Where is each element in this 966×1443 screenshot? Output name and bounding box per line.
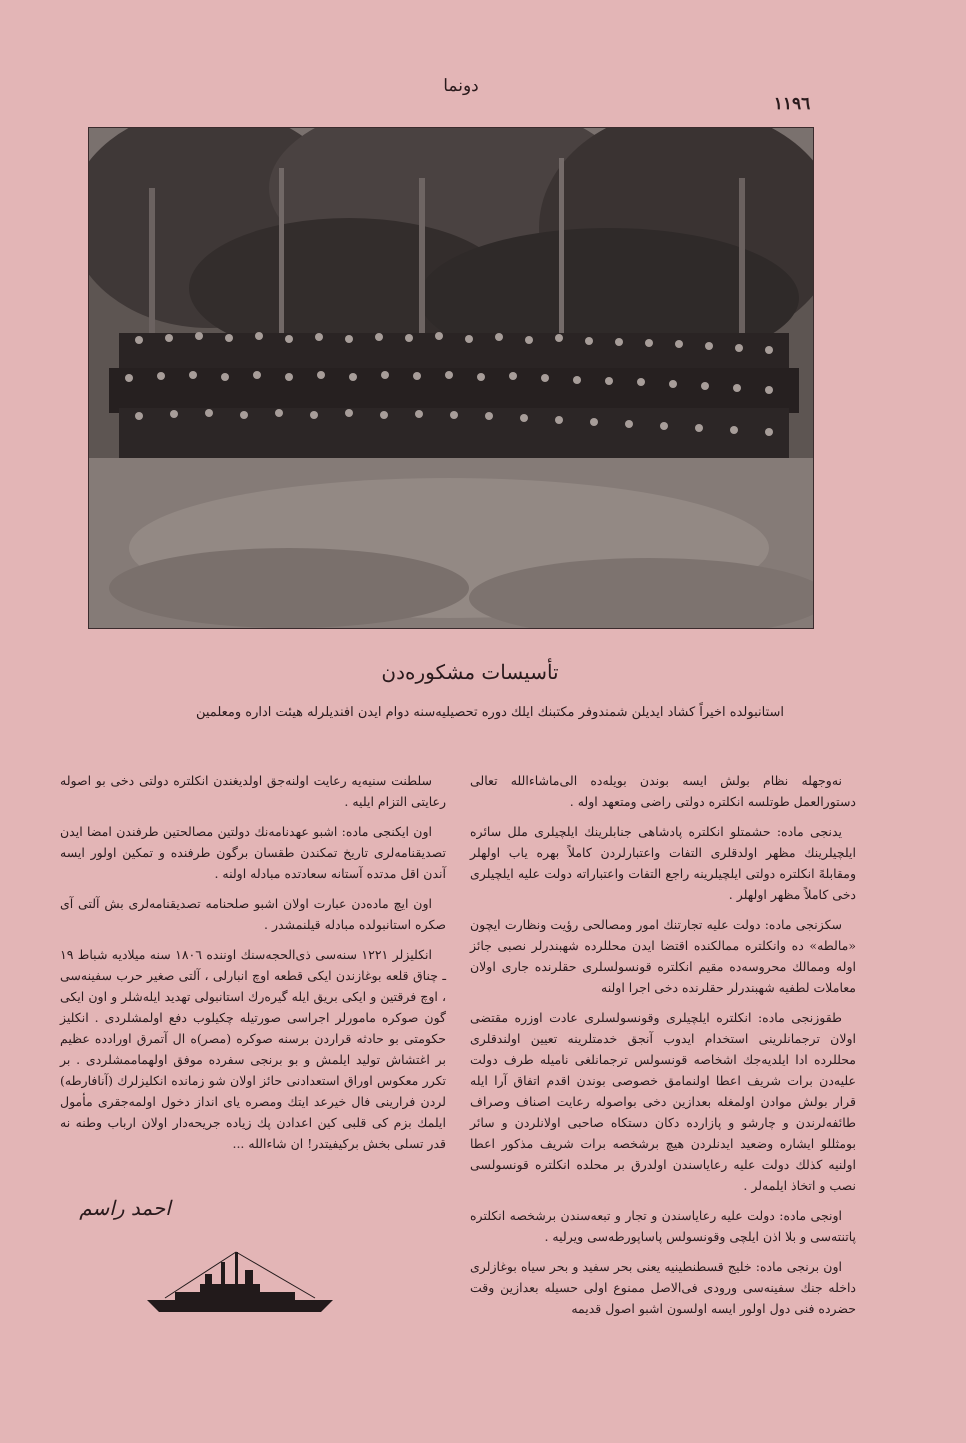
left-column bbox=[60, 770, 446, 1163]
paragraph: نه‌وجهله نظام بولش ايسه بوندن بويله‌ده الى‌ماشاءالله تعالى دستورالعمل طوتلسه انكلتره دولتى راضى ومتعهد اوله . bbox=[470, 773, 856, 809]
paragraph: سكزنجى ماده: دولت عليه تجارتنك امور ومصالحى رؤيت ونظارت ايچون «مالطه» ده وانكلتره ممالكنده اقتضا ايدن محللرده شهبندرلر نصبى جائز اوله وممالك محروسه‌ده مقيم انكلتره قونسولسلرى حقلرنده جارى اولان معاملات لطفيه شهبندرلر حقلرنده دخى اجرا اولنه bbox=[470, 917, 856, 995]
paragraph: انكليزلر ١٢٢١ سنه‌سى ذى‌الحجه‌سنك اوننده ١٨٠٦ سنه ميلاديه شباط ١٩ ـ چناق قلعه بوغازندن ايكى قطعه اوچ انبارلى ، آلتى صغير حرب سفينه‌سى ، اوچ فرقتين و ايكى بريق ايله گيره‌رك استانبولى تهديد ايله‌شلر و اون ايكى گون صوكره مامورلر اجراسى صورتيله چكيلوب دفع اولمشلردى . انكليز حكومتى بو حادثه قراردن برسنه صوكره (مصر)ه ال آتمرق اورادده عظيم بر اغتشاش توليد ايلمش و بو برنجى سفرده موفق اولهماممشلردى . بر تكرر معكوس اوراق استعدادنى حائز اولان شو زمانده انكليزلرك (آنافارطه) لردن فرارينى فال خيرعد ايتك ومصره ياى انداز دخول اولمه‌جقرى مأمول ايلمك بزم كى قلبى كين اعدادن پك زياده جريحه‌دار اولان ارباب وطنه نه قدر تسلى بخش بركيفيتدر! ان شاءالله ... bbox=[60, 947, 447, 1151]
running-head: دونما bbox=[443, 76, 479, 96]
page-number: ١١٩٦ bbox=[773, 94, 811, 114]
right-column bbox=[470, 770, 856, 1328]
group-photograph bbox=[88, 127, 814, 629]
paragraph: سلطنت سنيه‌يه رعايت اولنه‌جق اولديغندن انكلتره دولتى دخى بو اصوله رعايتى التزام ايليه . bbox=[60, 773, 446, 809]
warship-icon bbox=[145, 1248, 335, 1318]
photograph-image bbox=[89, 128, 813, 628]
photo-caption-title: تأسيسات مشكوره‌دن bbox=[381, 660, 559, 684]
warship-illustration bbox=[145, 1248, 335, 1318]
paragraph: اونجى ماده: دولت عليه رعاياسندن و تجار و تبعه‌سندن برشخصه انكلتره پاتنته‌سى و بلا اذن ايلچى وقونسولس پاساپورطه‌سى ويرليه . bbox=[470, 1208, 856, 1244]
paragraph: اون ايكنجى ماده: اشبو عهدنامه‌نك دولتين مصالحتين طرفندن امضا ايدن تصديقنامه‌لرى تاريخ تمكندن طقسان برگون طرفنده و تمكين اولور ايسه آندن اقل مدتده آستانه سعادتده مبادله اولنه . bbox=[60, 824, 446, 881]
author-signature: احمد راسم bbox=[79, 1196, 171, 1220]
paragraph: يدنجى ماده: حشمتلو انكلتره پادشاهى جنابلرينك ايلچيلرى ملل سائره ايلچيلرينك مظهر اولدقلرى التفات واعتبارلردن كاملاً بهره ياب اولهلر ومقابله‌ً انكلتره دولتى ايلچيلرينه راجع التفات واعتباراته دولت عليه ايلچيلرى دخى كاملاً مظهر اولهلر . bbox=[470, 824, 856, 902]
photo-caption-subtitle: استانبولده اخيراً كشاد ايديلن شمندوفر مكتبنك ايلك دوره تحصيليه‌سنه دوام ايدن افنديلرله هيئت اداره ومعلمين bbox=[195, 705, 785, 720]
paragraph: اون ايچ ماده‌دن عبارت اولان اشبو صلحنامه تصديقنامه‌لرى بش آلتى آى صكره استانبولده مبادله قيلنمشدر . bbox=[60, 896, 446, 932]
paragraph: طقوزنجى ماده: انكلتره ايلچيلرى وقونسولسلرى عادت اوزره مقتضى اولان ترجمانلرينى استخدام ايدوب آنجق خدمتلرينه تعيين اولندقلرى محللرده ادا ايلديه‌جك اشخاصه قونسولس ترجمانلغى نامیله طرف دولت عليه‌دن برات شريف اعطا اولنمامق خصوصى بوندن اقدم اتفاق آرا ايله قرار بولش موادن اولمغله بعدازين دخى بواصوله رعايت اصناف وصراف طائفه‌لرندن و چارشو و پازارده دكان دستكاه صاحبى اولانلردن و سائر بومثللو ايشاره وضعيد ايدنلردن هيچ برشخصه برات شريف مذكور اعطا اولنيه كذلك دولت عليه رعاياسندن اولدرق بر محلده انكلتره قونسولسى نصب و اتخاذ ايلمه‌لر . bbox=[470, 1010, 856, 1193]
paragraph: اون برنجى ماده: خليج قسطنطينيه يعنى بحر سفيد و بحر سياه بوغازلرى داخله جنك سفينه‌سى ورودى فى‌الاصل ممنوع اولى حسيله بعدازين وقت حضرده فنى دول اولور ايسه اولسون اشبو اصول قديمه bbox=[470, 1259, 856, 1316]
